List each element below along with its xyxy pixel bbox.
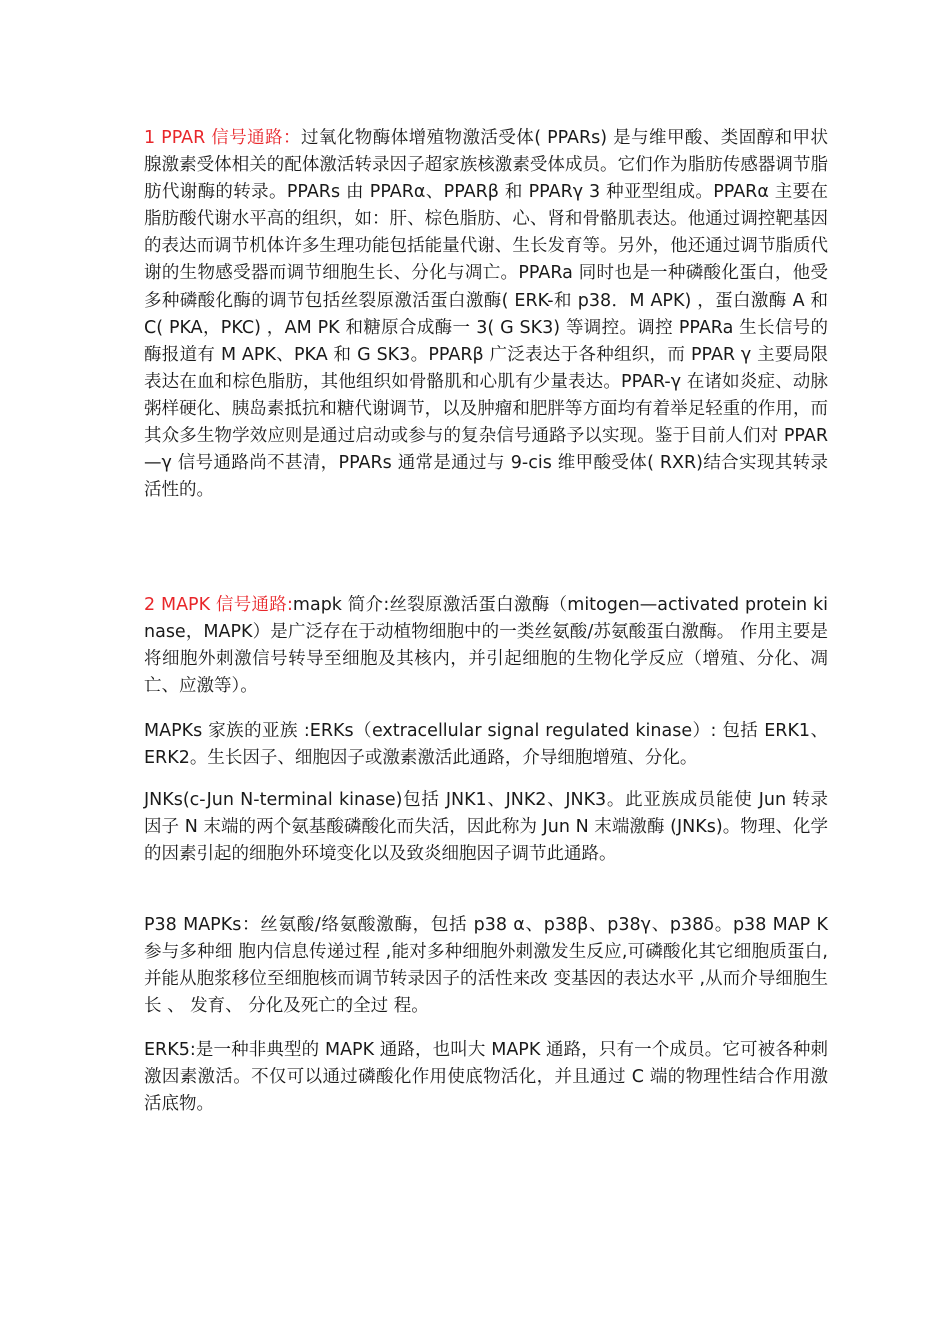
section-heading-mapk: 2 MAPK 信号通路: <box>144 595 293 615</box>
paragraph-p38: P38 MAPKs：丝氨酸/络氨酸激酶，包括 p38 α、p38β、p38γ、p38δ。p38 MAP K 参与多种细 胞内信息传递过程 ,能对多种细胞外刺激发生反应,可磷酸化其它细胞质蛋白,并能从胞浆移位至细胞核而调节转录因子的活性来改 变基因的表达水平 ,从而介导细胞生长 、 发育、 分化及死亡的全过 程。 <box>144 915 828 1017</box>
paragraph-body-mapk-intro: mapk 简介:丝裂原激活蛋白激酶（mitogen—activated protein kinase，MAPK）是广泛存在于动植物细胞中的一类丝氨酸/苏氨酸蛋白激酶。 作用主要是将细胞外刺激信号转导至细胞及其核内，并引起细胞的生物化学反应（增殖、分化、凋亡、应激等）。 <box>144 595 828 697</box>
section-erks <box>144 718 828 772</box>
section-ppar-pathway <box>144 125 828 504</box>
section-erk5 <box>144 1037 828 1118</box>
paragraph-erk5: ERK5:是一种非典型的 MAPK 通路，也叫大 MAPK 通路，只有一个成员。它可被各种刺激因素激活。不仅可以通过磷酸化作用使底物活化，并且通过 C 端的物理性结合作用激活底物。 <box>144 1040 828 1115</box>
section-jnks <box>144 787 828 868</box>
paragraph-body-ppar: 过氧化物酶体增殖物激活受体( PPARs) 是与维甲酸、类固醇和甲状腺激素受体相关的配体激活转录因子超家族核激素受体成员。它们作为脂肪传感器调节脂肪代谢酶的转录。PPARs 由 PPARα、PPARβ 和 PPARγ 3 种亚型组成。PPARα 主要在脂肪酸代谢水平高的组织，如：肝、棕色脂肪、心、肾和骨骼肌表达。他通过调控靶基因的表达而调节机体许多生理功能包括能量代谢、生长发育等。另外，他还通过调节脂质代谢的生物感受器而调节细胞生长、分化与凋亡。PPARa 同时也是一种磷酸化蛋白，他受多种磷酸化酶的调节包括丝裂原激活蛋白激酶( ERK-和 p38．M APK) ，蛋白激酶 A 和 C( PKA，PKC) ，AM PK 和糖原合成酶一 3( G SK3) 等调控。调控 PPARa 生长信号的酶报道有 M APK、PKA 和 G SK3。PPARβ 广泛表达于各种组织，而 PPAR γ 主要局限表达在血和棕色脂肪，其他组织如骨骼肌和心肌有少量表达。PPAR-γ 在诸如炎症、动脉粥样硬化、胰岛素抵抗和糖代谢调节，以及肿瘤和肥胖等方面均有着举足轻重的作用，而其众多生物学效应则是通过启动或参与的复杂信号通路予以实现。鉴于目前人们对 PPAR—γ 信号通路尚不甚清，PPARs 通常是通过与 9-cis 维甲酸受体( RXR)结合实现其转录活性的。 <box>144 128 828 501</box>
section-heading-ppar: 1 PPAR 信号通路： <box>144 128 301 148</box>
section-mapk-pathway <box>144 592 828 700</box>
section-p38-mapks <box>144 912 828 1020</box>
paragraph-jnks: JNKs(c-Jun N-terminal kinase)包括 JNK1、JNK2、JNK3。此亚族成员能使 Jun 转录因子 N 末端的两个氨基酸磷酸化而失活，因此称为 Jun N 末端激酶 (JNKs)。物理、化学的因素引起的细胞外环境变化以及致炎细胞因子调节此通路。 <box>144 790 828 865</box>
paragraph-mapk-intro <box>144 592 828 700</box>
paragraph-ppar <box>144 125 828 504</box>
paragraph-erks: MAPKs 家族的亚族 :ERKs（extracellular signal regulated kinase）: 包括 ERK1、ERK2。生长因子、细胞因子或激素激活此通路，介导细胞增殖、分化。 <box>144 721 828 769</box>
